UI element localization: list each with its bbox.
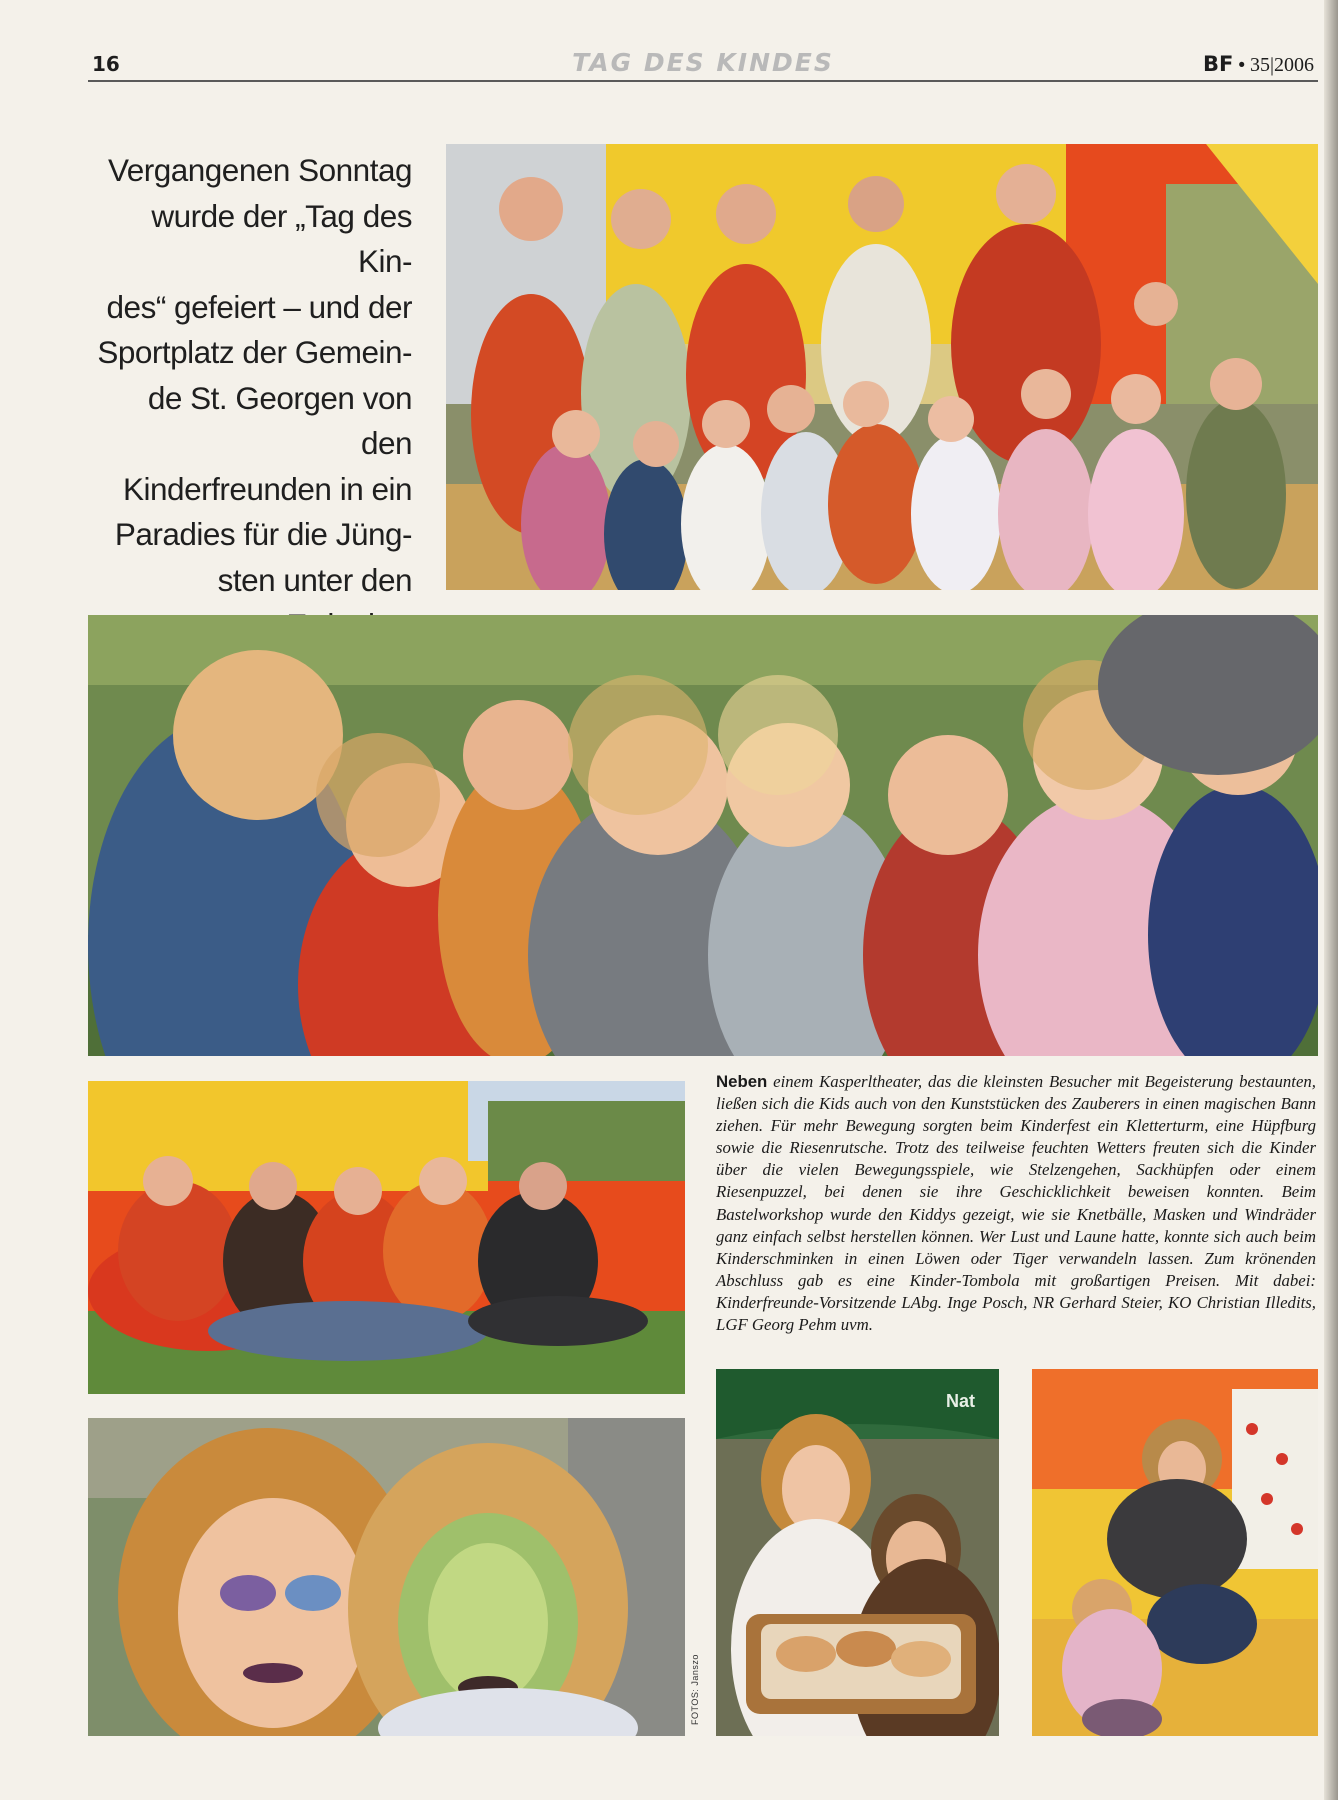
intro-line: Paradies für die Jüng- [114,516,412,552]
group-photo [446,144,1318,590]
article-lead-word: Neben [716,1072,768,1091]
intro-line: Vergangenen Sonntag [107,152,412,188]
face-paint-photo [88,1418,685,1736]
separator-dot: • [1238,55,1245,76]
header-rule [88,80,1318,82]
page-header [88,46,1318,80]
article-text [716,1071,1316,1336]
adults-sitting-photo [88,1081,685,1394]
intro-line: des“ gefeiert – und der [106,288,412,325]
page-edge-shadow [1324,0,1338,1800]
intro-line: sten unter den [217,561,412,598]
article-body: einem Kasperltheater, das die kleinsten Besucher mit Begeisterung bestaunten, ließen sich die Kids auch von den Kunststücken des Zauberers in einen magischen Bann ziehen. Für mehr Bewegung sorgten beim Kinderfest ein Kletterturm, eine Hüpfburg sowie die Riesenrutsche. Trotz des teilweise feuchten Wetters freuten sich die Kinder über die vielen Bewegungsspiele, wie Stelzengehen, Sackhüpfen oder einem Riesenpuzzel, bei denen sie ihre Geschicklichkeit beweisen konnten. Beim Bastelworkshop wurde den Kiddys gezeigt, wie sie Knetbälle, Masken und Windräder ganz einfach selbst herstellen können. Wer Lust und Laune hatte, konnte sich auch beim Kinderschminken in einen Löwen oder Tiger verwandeln lassen. Zum krönenden Abschluss gab es eine Kinder-Tombola mit großartigen Preisen. Mit dabei: Kinderfreunde-Vorsitzende LAbg. Inge Posch, NR Gerhard Steier, KO Christian Illedits, LGF Georg Pehm uvm. [716,1072,1316,1335]
section-title: TAG DES KINDES [572,48,834,77]
issue-number: 35|2006 [1249,54,1314,76]
bouncy-castle-photo [1032,1369,1318,1736]
photo-credit: FOTOS: Janszo [690,1654,700,1725]
page-number: 16 [92,52,120,76]
intro-text [90,148,412,694]
publication-info [1203,52,1314,77]
umbrella-label: Nat [946,1391,976,1411]
audience-photo [88,615,1318,1056]
intro-line: wurde der „Tag des Kin- [151,197,412,279]
publication-name: BF [1202,52,1234,76]
intro-line: Kinderfreunden in ein [123,470,412,507]
intro-line: de St. Georgen von den [147,379,412,461]
intro-line: Sportplatz der Gemein- [97,334,412,370]
bread-basket-photo [716,1369,999,1736]
